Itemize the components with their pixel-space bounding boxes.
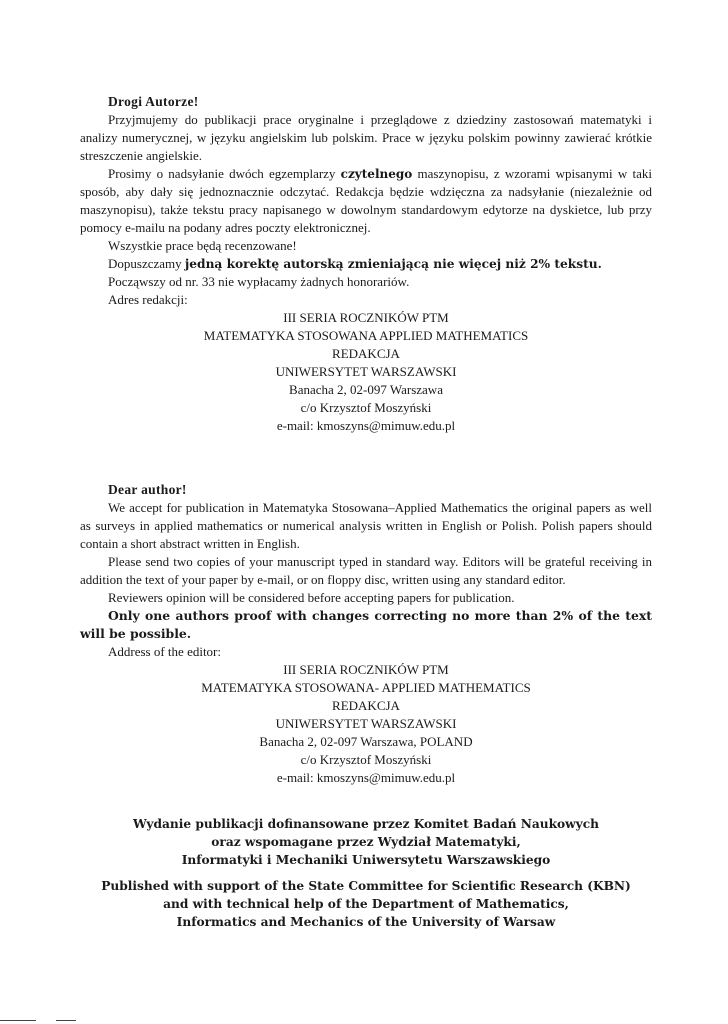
document-page (80, 93, 652, 931)
address-line: c/o Krzysztof Moszyński (300, 400, 432, 415)
polish-address-label: Adres redakcji: (108, 292, 188, 307)
polish-paragraph-1: Przyjmujemy do publikacji prace oryginalne i przeglądowe z dziedziny zastosowań matematyki i analizy numerycznej, w języku angielskim lub polskim. Prace w języku polskim powinny zawierać krótkie streszczenie angielskie. (80, 112, 652, 163)
address-line: MATEMATYKA STOSOWANA- APPLIED MATHEMATICS (201, 680, 531, 695)
address-line: UNIWERSYTET WARSZAWSKI (275, 716, 457, 731)
english-paragraph-3: Reviewers opinion will be considered before accepting papers for publication. (108, 590, 515, 605)
polish-heading: Drogi Autorze! (108, 94, 199, 109)
polish-p4-emphasis: jedną korektę autorską zmieniającą nie więcej niż 2% tekstu. (184, 257, 602, 271)
address-email: e-mail: kmoszyns@mimuw.edu.pl (276, 770, 456, 785)
address-line: MATEMATYKA STOSOWANA APPLIED MATHEMATICS (203, 328, 529, 343)
polish-p2-text-b: maszynopisu, z wzorami wpisanymi w taki sposób, aby dały się jednoznacznie odczytać. Redakcja będzie wdzięczna za nadsyłanie (niezależnie od maszynopisu), także tekstu pracy napisanego w dowolnym standardowym edytorze na dyskietce, lub przy pomocy e-mailu na podany adres poczty elektronicznej. (80, 166, 652, 235)
english-address-label: Address of the editor: (108, 644, 222, 659)
english-section (80, 481, 652, 787)
address-line: III SERIA ROCZNIKÓW PTM (283, 310, 449, 325)
funding-notice-english (80, 877, 652, 931)
polish-paragraph-5: Począwszy od nr. 33 nie wypłacamy żadnych honorariów. (108, 274, 410, 289)
address-line: c/o Krzysztof Moszyński (300, 752, 432, 767)
english-paragraph-2: Please send two copies of your manuscript typed in standard way. Editors will be grateful receiving in addition the text of your paper by e-mail, or on floppy disc, written using any standard editor. (80, 554, 652, 587)
english-paragraph-4: Only one authors proof with changes correcting no more than 2% of the text will be possible. (80, 608, 652, 641)
funding-line: Informatics and Mechanics of the University of Warsaw (176, 915, 556, 929)
polish-section (80, 93, 652, 435)
english-heading: Dear author! (108, 482, 187, 497)
funding-line: Informatyki i Mechaniki Uniwersytetu Warszawskiego (181, 853, 551, 867)
address-line: Banacha 2, 02-097 Warszawa, POLAND (259, 734, 473, 749)
footer-rule-right (56, 1020, 76, 1021)
polish-address-block (80, 309, 652, 435)
address-line: REDAKCJA (332, 698, 400, 713)
address-line: Banacha 2, 02-097 Warszawa (289, 382, 443, 397)
polish-paragraph-2 (80, 165, 652, 237)
funding-line: Published with support of the State Committee for Scientific Research (KBN) (101, 879, 631, 893)
polish-paragraph-4 (108, 255, 652, 273)
funding-line: and with technical help of the Department of Mathematics, (163, 897, 569, 911)
funding-line: oraz wspomagane przez Wydział Matematyki, (211, 835, 521, 849)
footer-rule-left (0, 1020, 36, 1021)
polish-p2-emphasis: czytelnego (340, 167, 413, 181)
english-paragraph-1: We accept for publication in Matematyka Stosowana–Applied Mathematics the original papers as well as surveys in applied mathematics or numerical analysis written in English or Polish. Polish papers should contain a short abstract written in English. (80, 500, 652, 551)
english-address-block (80, 661, 652, 787)
funding-line: Wydanie publikacji dofinansowane przez Komitet Badań Naukowych (132, 817, 600, 831)
address-email: e-mail: kmoszyns@mimuw.edu.pl (276, 418, 456, 433)
polish-p4-text: Dopuszczamy (108, 256, 185, 271)
address-line: III SERIA ROCZNIKÓW PTM (283, 662, 449, 677)
address-line: UNIWERSYTET WARSZAWSKI (275, 364, 457, 379)
polish-p2-text-a: Prosimy o nadsyłanie dwóch egzemplarzy (108, 166, 341, 181)
polish-paragraph-3: Wszystkie prace będą recenzowane! (108, 238, 297, 253)
address-line: REDAKCJA (332, 346, 400, 361)
funding-notice-polish (80, 815, 652, 869)
